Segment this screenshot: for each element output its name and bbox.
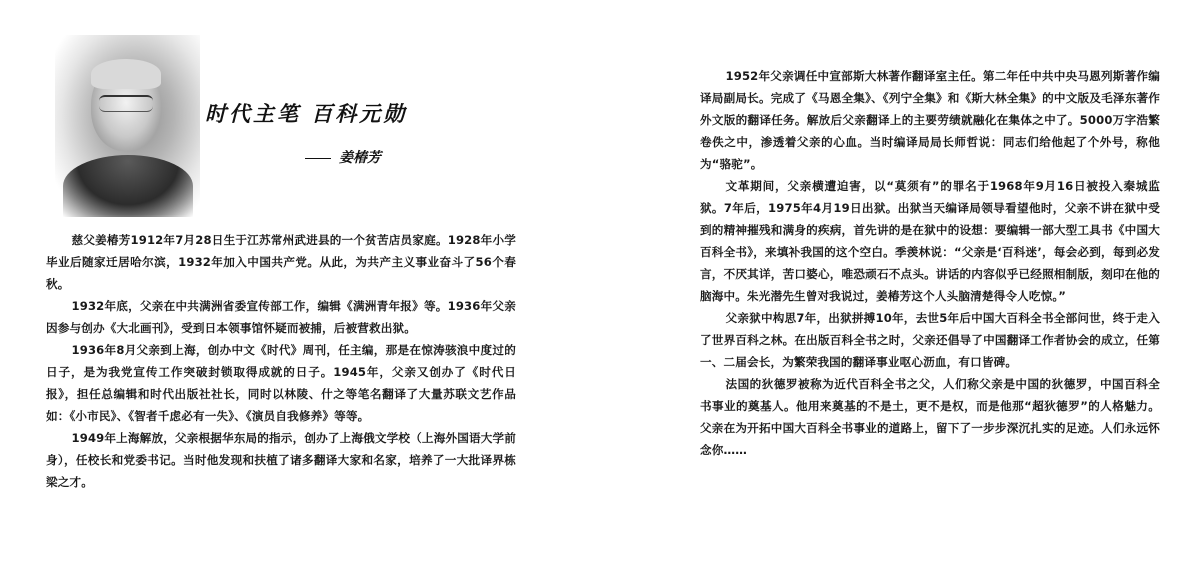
portrait-coat — [63, 155, 193, 217]
right-column — [700, 65, 1160, 461]
paragraph: 1949年上海解放，父亲根据华东局的指示，创办了上海俄文学校（上海外国语大学前身），任校长和党委书记。当时他发现和扶植了诸多翻译大家和名家，培养了一大批译界栋梁之才。 — [46, 431, 516, 489]
paragraph: 慈父姜椿芳1912年7月28日生于江苏常州武进县的一个贫苦店员家庭。1928年小学毕业后随家迁居哈尔滨，1932年加入中国共产党。从此，为共产主义事业奋斗了56个春秋。 — [46, 233, 516, 291]
paragraph: 法国的狄德罗被称为近代百科全书之父，人们称父亲是中国的狄德罗，中国百科全书事业的奠基人。他用来奠基的不是土，更不是权，而是他那“超狄德罗”的人格魅力。父亲在为开拓中国大百科全书事业的道路上，留下了一步步深沉扎实的足迹。人们永远怀念你…… — [700, 377, 1160, 457]
left-column — [46, 229, 516, 493]
paragraph: 1932年底，父亲在中共满洲省委宣传部工作，编辑《满洲青年报》等。1936年父亲因参与创办《大北画刊》，受到日本领事馆怀疑而被捕，后被营救出狱。 — [46, 299, 516, 335]
byline-dash — [305, 158, 331, 159]
portrait-photo — [55, 35, 200, 215]
page-title: 时代主笔 百科元勋 — [205, 101, 408, 126]
paragraph: 父亲狱中构思7年，出狱拼搏10年，去世5年后中国大百科全书全部问世，终于走入了世界百科之林。在出版百科全书之时，父亲还倡导了中国翻译工作者协会的成立，任第一、二届会长，为繁荣我国的翻译事业呕心沥血，有口皆碑。 — [700, 311, 1160, 369]
paragraph: 1936年8月父亲到上海，创办中文《时代》周刊，任主编，那是在惊涛骇浪中度过的日子，是为我党宣传工作突破封锁取得成就的日子。1945年，父亲又创办了《时代日报》，担任总编辑和时代出版社社长，同时以林陵、什之等笔名翻译了大量苏联文艺作品如：《小市民》、《智者千虑必有一失》、《演员自我修养》等等。 — [46, 343, 516, 423]
portrait-glasses — [99, 95, 153, 112]
portrait-hair — [91, 59, 161, 89]
author-byline — [305, 147, 425, 167]
author-name: 姜椿芳 — [339, 150, 381, 166]
paragraph: 文革期间，父亲横遭迫害，以“莫须有”的罪名于1968年9月16日被投入秦城监狱。7年后，1975年4月19日出狱。出狱当天编译局领导看望他时，父亲不讲在狱中受到的精神摧残和满身的疾病，首先讲的是在狱中的设想：要编辑一部大型工具书《中国大百科全书》，来填补我国的这个空白。季羡林说：“父亲是‘百科迷’，每会必到，每到必发言，不厌其详，苦口婆心，唯恐顽石不点头。讲话的内容似乎已经照相制版，刻印在他的脑海中。朱光潜先生曾对我说过，姜椿芳这个人头脑清楚得令人吃惊。” — [700, 179, 1160, 303]
paragraph: 1952年父亲调任中宣部斯大林著作翻译室主任。第二年任中共中央马恩列斯著作编译局副局长。完成了《马恩全集》、《列宁全集》和《斯大林全集》的中文版及毛泽东著作外文版的翻译任务。解放后父亲翻译上的主要劳绩就融化在集体之中了。5000万字浩繁卷佚之中，渗透着父亲的心血。当时编译局局长师哲说：同志们给他起了个外号，称他为“骆驼”。 — [700, 69, 1160, 171]
